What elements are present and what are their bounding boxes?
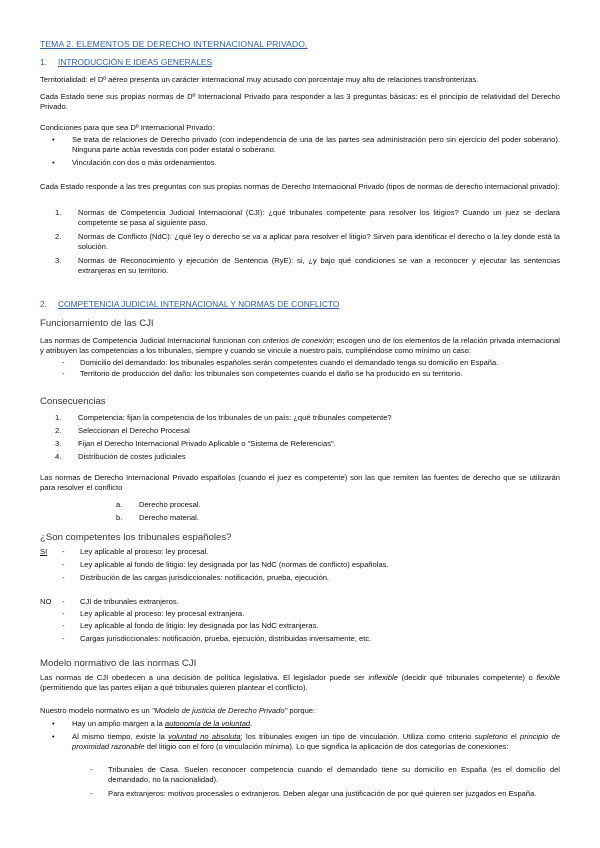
- list-number: 2.: [55, 232, 62, 241]
- list-item-text: Domicilio del demandado: los tribunales españoles serán competentes cuando el demandado tenga su domicilio en España.: [80, 358, 499, 367]
- section-title: COMPETENCIA JUDICIAL INTERNACIONAL Y NORMAS DE CONFLICTO: [58, 299, 340, 309]
- dash-marker: -: [62, 547, 65, 556]
- list-item-text: Normas de Competencia Judicial Internacional (CJI): ¿qué tribunales competente para resolver los litigios? Cuando un juez se declara competente se pasa al siguiente paso.: [78, 208, 560, 228]
- dash-marker: -: [62, 369, 65, 378]
- text-run: porque:: [287, 706, 316, 715]
- paragraph-politica-legislativa: [40, 673, 560, 693]
- list-item-text: Ley aplicable al fondo de litigio: ley designada por las NdC (normas de conflicto) españolas.: [80, 560, 389, 569]
- list-item-text: Territorio de producción del daño: los tribunales son competentes cuando el daño se ha producido en su territorio.: [80, 369, 463, 378]
- dash-marker: -: [62, 573, 65, 582]
- list-item-text: Derecho material.: [139, 513, 199, 522]
- text-run: (permitiendo que las partes elijan a qué tribunales quieren plantear el conflicto).: [40, 683, 308, 693]
- dash-marker: -: [62, 609, 65, 618]
- text-run: Las normas de Competencia Judicial Internacional funcionan con: [40, 336, 263, 345]
- text-run-italic: criterios de conexión: [262, 336, 333, 345]
- list-item: [116, 500, 201, 510]
- list-item-text: Para extranjeros: motivos procesales o extranjeros. Deben alegar una justificación de por qué quieren ser juzgados en España.: [108, 789, 537, 798]
- subheading-modelo: Modelo normativo de las normas CJI: [40, 658, 197, 669]
- bullet-marker: •: [52, 719, 55, 728]
- list-item-text: Tribunales de Casa. Suelen reconocer competencia cuando el demandado tiene su domicilio en España (es el domicilio del demandado, no la nacionalidad).: [108, 765, 560, 785]
- subheading-consecuencias: Consecuencias: [40, 396, 106, 407]
- list-number: 4.: [55, 452, 62, 461]
- paragraph-fuentes: Las normas de Derecho Internacional Privado españolas (cuando el juez es competente) son las que remiten las fuentes de derecho que se utilizarán para resolver el conflicto: [40, 473, 560, 493]
- subheading-funcionamiento: Funcionamiento de las CJI: [40, 318, 154, 329]
- text-run: Al mismo tiempo, existe la: [72, 732, 169, 741]
- subheading-competentes: ¿Son competentes los tribunales españoles?: [40, 532, 232, 543]
- list-item-text: [72, 719, 560, 729]
- list-number: 3.: [55, 256, 62, 265]
- paragraph-funcionamiento: [40, 336, 560, 356]
- list-item-text: Normas de Conflicto (NdC): ¿qué ley o derecho se va a aplicar para resolver el litigio? Sirven para identificar el derecho o la ley donde está la solución.: [78, 232, 560, 252]
- list-item-text: Distribución de costes judiciales: [78, 452, 186, 461]
- text-run-italic: flexible: [536, 673, 561, 682]
- paragraph-relatividad: Cada Estado tiene sus propias normas de Dº Internacional Privado para responder a las 3 preguntas básicas: es el principio de relatividad del Derecho Privado.: [40, 92, 560, 112]
- bullet-marker: •: [52, 135, 55, 144]
- section-2-heading: [40, 299, 339, 309]
- list-item-text: Cargas jurisdiccionales: notificación, prueba, ejecución, distribuidas inversamente, etc.: [80, 634, 372, 643]
- list-letter: a.: [116, 500, 123, 509]
- bullet-marker: •: [52, 158, 55, 167]
- section-number: 1.: [40, 57, 47, 67]
- text-run-italic: principio de proximidad razonable: [72, 732, 561, 752]
- text-run: Nuestro modelo normativo es un: [40, 706, 152, 715]
- text-run: (decidir qué tribunales competente) o: [397, 673, 537, 682]
- list-item-text: Ley aplicable al fondo de litigio: ley designada por las NdC extranjeras.: [80, 621, 319, 630]
- bullet-marker: •: [52, 732, 55, 741]
- text-run: .: [250, 719, 253, 728]
- si-text: SI: [40, 547, 48, 556]
- list-item-text: Vinculación con dos o más ordenamientos.: [72, 158, 217, 167]
- dash-marker: -: [62, 597, 65, 606]
- paragraph-tipos-normas: Cada Estado responde a las tres preguntas con sus propias normas de Derecho Internacional Privado (tipos de normas de derecho internacional privado):: [40, 182, 560, 191]
- section-number: 2.: [40, 299, 47, 309]
- text-run-italic: autonomía de la voluntad: [164, 719, 251, 728]
- list-item: [116, 513, 199, 523]
- no-label: [40, 597, 62, 607]
- text-run: el: [507, 732, 520, 741]
- list-letter: b.: [116, 513, 123, 522]
- dash-marker: -: [62, 560, 65, 569]
- list-item-text: [72, 732, 560, 752]
- list-item-text: Fijan el Derecho Internacional Privado Aplicable o "Sistema de Referencias".: [78, 439, 336, 448]
- no-text: NO: [40, 597, 52, 606]
- text-run-italic: voluntad no absoluta: [168, 732, 241, 741]
- text-run: Las normas de CJI obedecen a una decisión de política legislativa. El legislador puede ser: [40, 673, 369, 682]
- dash-marker: -: [62, 358, 65, 367]
- page-title: TEMA 2. ELEMENTOS DE DERECHO INTERNACIONAL PRIVADO.: [40, 39, 308, 49]
- text-run: ; los tribunales exigen un tipo de vinculación. Utiliza como criterio: [240, 732, 475, 741]
- list-item-text: CJI de tribunales extranjeros.: [80, 597, 179, 606]
- dash-marker: -: [90, 765, 93, 774]
- list-number: 2.: [55, 426, 62, 435]
- section-title: INTRODUCCIÓN E IDEAS GENERALES: [58, 57, 213, 67]
- list-number: 1.: [55, 413, 62, 422]
- list-item-text: Se trata de relaciones de Derecho privado (con independencia de una de las partes sea administración pero sin ejercicio del poder soberano). Ninguna parte actúa revestida con poder estatal o soberano.: [72, 135, 560, 155]
- list-item-text: Distribución de las cargas jurisdiccionales: notificación, prueba, ejecución.: [80, 573, 330, 582]
- paragraph-territorialidad: Territorialidad: el Dº aéreo presenta un carácter internacional muy acusado con porcentaje muy alto de relaciones transfronterizas.: [40, 75, 479, 84]
- si-label: [40, 547, 62, 557]
- text-run-italic: inflexible: [368, 673, 398, 682]
- text-run: del litigio con el foro (o vinculación mínima). Lo que significa la aplicación de dos categorías de conexiones:: [144, 742, 509, 752]
- dash-marker: -: [62, 621, 65, 630]
- dash-marker: -: [90, 789, 93, 798]
- list-item-text: Ley aplicable al proceso: ley procesal extranjera.: [80, 609, 245, 618]
- list-item-text: Competencia: fijan la competencia de los tribunales de un país: ¿qué tribunales competente?: [78, 413, 392, 422]
- text-run: Hay un amplio margen a la: [72, 719, 165, 728]
- list-item-text: Normas de Reconocimiento y ejecución de Sentencia (RyE): si, ¿y bajo qué condiciones se van a reconocer y ejecutar las sentencias extranjeras en su territorio.: [78, 256, 560, 276]
- text-run-italic: supletorio: [474, 732, 508, 741]
- list-number: 1.: [55, 208, 62, 217]
- list-item-text: Derecho procesal.: [139, 500, 201, 509]
- section-1-heading: [40, 57, 212, 67]
- text-run-italic: "Modelo de justicia de Derecho Privado": [151, 706, 288, 715]
- text-run: ; escogen uno de los elementos de la relación privada internacional y atribuyen las competencias a los tribunales, siempre y cuando se vincule a nuestro país, cumpliéndose como mínimo un caso:: [40, 336, 560, 356]
- paragraph-modelo-justicia: [40, 706, 560, 716]
- dash-marker: -: [62, 634, 65, 643]
- list-number: 3.: [55, 439, 62, 448]
- paragraph-condiciones: Condiciones para que sea Dº Internacional Privado:: [40, 123, 215, 132]
- list-item-text: Seleccionan el Derecho Procesal: [78, 426, 190, 435]
- list-item-text: Ley aplicable al proceso: ley procesal.: [80, 547, 209, 556]
